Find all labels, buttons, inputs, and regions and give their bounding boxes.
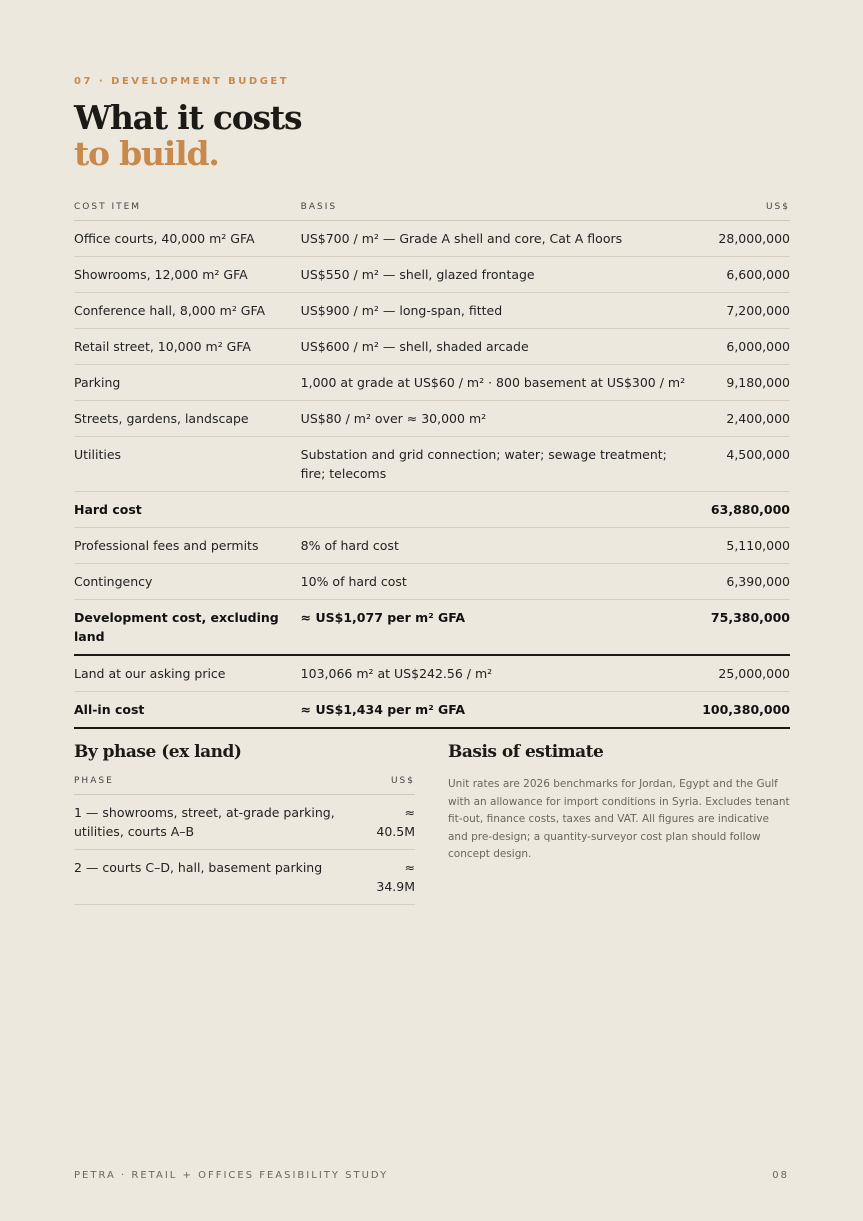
row-item: Professional fees and permits [74, 528, 301, 564]
row-value: 5,110,000 [702, 528, 790, 564]
header-phase: PHASE [74, 776, 355, 795]
cost-table-header [74, 190, 790, 221]
row-basis: 8% of hard cost [301, 528, 703, 564]
row-basis: US$600 / m² — shell, shaded arcade [301, 329, 703, 365]
header-phase-value: US$ [355, 776, 415, 795]
row-value: 7,200,000 [702, 293, 790, 329]
footer-page-number: 08 [772, 1170, 789, 1181]
basis-title: Basis of estimate [448, 742, 604, 762]
row-item: Showrooms, 12,000 m² GFA [74, 257, 301, 293]
table-row [74, 437, 790, 492]
table-row [74, 401, 790, 437]
row-value: 4,500,000 [702, 437, 790, 492]
table-row [74, 850, 415, 905]
row-value: 75,380,000 [702, 600, 790, 656]
row-item: Land at our asking price [74, 655, 301, 692]
row-item: Contingency [74, 564, 301, 600]
row-basis: US$80 / m² over ≈ 30,000 m² [301, 401, 703, 437]
row-basis: 10% of hard cost [301, 564, 703, 600]
row-value: 6,600,000 [702, 257, 790, 293]
phase-value: 40.5M [376, 824, 415, 839]
row-basis: US$700 / m² — Grade A shell and core, Cat A floors [301, 221, 703, 257]
row-value: 6,000,000 [702, 329, 790, 365]
basis-section [448, 742, 790, 864]
row-basis: US$900 / m² — long-span, fitted [301, 293, 703, 329]
table-row [74, 365, 790, 401]
header-value: US$ [702, 190, 790, 221]
row-item: Conference hall, 8,000 m² GFA [74, 293, 301, 329]
row-basis: 1,000 at grade at US$60 / m² · 800 basement at US$300 / m² [301, 365, 703, 401]
row-basis: Substation and grid connection; water; sewage treatment; fire; telecoms [301, 437, 703, 492]
row-item: Office courts, 40,000 m² GFA [74, 221, 301, 257]
table-row [74, 329, 790, 365]
total-row-all-in-cost [74, 692, 790, 729]
phase-title: By phase (ex land) [74, 742, 242, 762]
row-item: Utilities [74, 437, 301, 492]
table-row [74, 564, 790, 600]
footer-document-title: PETRA · RETAIL + OFFICES FEASIBILITY STUDY [74, 1170, 389, 1181]
table-row [74, 528, 790, 564]
row-value: 100,380,000 [702, 692, 790, 729]
row-item: Development cost, excluding land [74, 600, 301, 656]
table-row [74, 257, 790, 293]
row-value: 6,390,000 [702, 564, 790, 600]
phase-value: 34.9M [376, 879, 415, 894]
row-value: 9,180,000 [702, 365, 790, 401]
row-value: 25,000,000 [702, 655, 790, 692]
header-cost-item: COST ITEM [74, 190, 301, 221]
row-basis: ≈ US$1,077 per m² GFA [301, 600, 703, 656]
row-item: Hard cost [74, 492, 301, 528]
section-eyebrow: 07 · DEVELOPMENT BUDGET [74, 76, 290, 87]
phase-approx: ≈ [404, 805, 415, 820]
phase-value-cell [355, 795, 415, 850]
row-value: 28,000,000 [702, 221, 790, 257]
row-item: Retail street, 10,000 m² GFA [74, 329, 301, 365]
subtotal-row-hard-cost [74, 492, 790, 528]
cost-table [74, 190, 790, 729]
row-basis: 103,066 m² at US$242.56 / m² [301, 655, 703, 692]
table-row [74, 293, 790, 329]
row-item: Parking [74, 365, 301, 401]
table-row [74, 655, 790, 692]
table-row [74, 221, 790, 257]
header-basis: BASIS [301, 190, 703, 221]
table-row [74, 795, 415, 850]
phase-table [74, 776, 415, 905]
subtotal-row-development-cost [74, 600, 790, 656]
phase-label: 2 — courts C–D, hall, basement parking [74, 850, 355, 905]
row-item: All-in cost [74, 692, 301, 729]
row-basis: US$550 / m² — shell, glazed frontage [301, 257, 703, 293]
phase-section [74, 742, 415, 905]
row-value: 63,880,000 [702, 492, 790, 528]
phase-label: 1 — showrooms, street, at-grade parking, utilities, courts A–B [74, 795, 355, 850]
phase-approx: ≈ [404, 860, 415, 875]
phase-table-header [74, 776, 415, 795]
row-item: Streets, gardens, landscape [74, 401, 301, 437]
page-title [74, 100, 301, 172]
phase-value-cell [355, 850, 415, 905]
row-basis: ≈ US$1,434 per m² GFA [301, 692, 703, 729]
basis-text: Unit rates are 2026 benchmarks for Jordan, Egypt and the Gulf with an allowance for import conditions in Syria. Excludes tenant fit-out, finance costs, taxes and VAT. All figures are indicative and pre-design; a quantity-surveyor cost plan should follow concept design. [448, 778, 790, 860]
row-basis [301, 492, 703, 528]
page-title-line2: to build. [74, 134, 219, 173]
row-value: 2,400,000 [702, 401, 790, 437]
page-title-line1: What it costs [74, 98, 302, 137]
